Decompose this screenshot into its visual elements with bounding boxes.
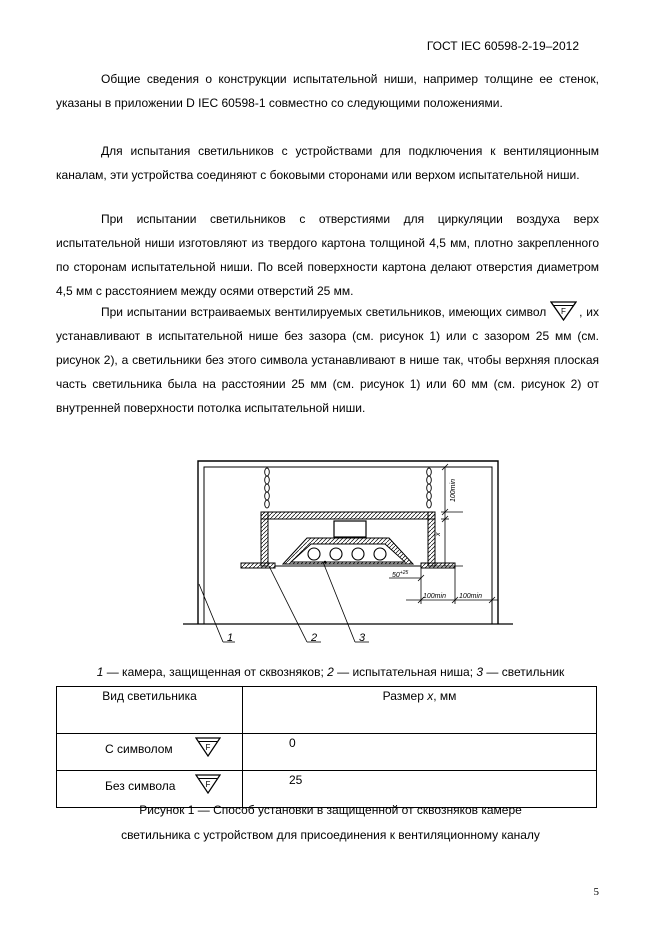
table-row [57, 734, 597, 771]
legend-number-3: 3 [476, 665, 484, 679]
legend-text-3: — светильник [483, 665, 565, 679]
paragraph-2: Для испытания светильников с устройствами для подключения к вентиляционным каналам, эти устройства соединяют с боковыми сторонами или верхом испытательной ниши. [56, 144, 599, 182]
table-row-label: С символом [105, 742, 173, 756]
suspension-chain-left [265, 468, 270, 508]
f-symbol-letter: F [205, 780, 211, 789]
page-number: 5 [593, 886, 599, 898]
table-row [57, 771, 597, 808]
luminaire [283, 521, 413, 564]
figure-caption-line-2: светильника с устройством для присоединения к вентиляционному каналу [121, 828, 540, 842]
dimension-offset-tolerance: +25 [399, 570, 409, 576]
dimension-horizontal-1: 100min [423, 593, 446, 600]
paragraph-4-end: , их устанавливают в испытательной нише без зазора (см. рисунок 1) или с зазором 25 мм (см. рисунок 2), а светильники без этого символа устанавливают в нише так, чтобы верхняя плоская часть светильника была на расстоянии 25 мм (см. рисунок 1) или 60 мм (см. рисунок 2) от внутренней поверхности потолка испытательной ниши. [56, 305, 599, 415]
f-symbol-letter: F [561, 307, 567, 316]
figure-legend [0, 665, 661, 679]
f-symbol-letter: F [205, 743, 211, 752]
legend-number-2: 2 [327, 665, 334, 679]
table-header-size-prefix: Размер [382, 689, 428, 703]
paragraph-1: Общие сведения о конструкции испытательной ниши, например толщине ее стенок, указаны в приложении D IEC 60598-1 совместно со следующими положениями. [56, 72, 599, 110]
figure-1-diagram [183, 454, 513, 659]
table-header-size-suffix: , мм [433, 689, 457, 703]
paragraph-4-start: При испытании встраиваемых вентилируемых светильников, имеющих символ [101, 305, 547, 319]
f-symbol-icon [195, 773, 221, 795]
f-symbol-icon [195, 736, 221, 758]
dimension-table [56, 686, 597, 808]
legend-text-2: — испытательная ниша; [333, 665, 477, 679]
dimension-horizontal-2: 100min [459, 593, 482, 600]
legend-number-1: 1 [96, 665, 104, 679]
callout-3: 3 [359, 632, 366, 644]
vertical-dimensions [435, 464, 463, 566]
legend-text-1: — камера, защищенная от сквозняков; [103, 665, 328, 679]
table-row-label: Без символа [105, 779, 176, 793]
callout-1: 1 [227, 632, 234, 644]
dimension-offset-value: 50 [392, 572, 400, 579]
dimension-vertical-top: 100min [450, 479, 457, 502]
table-row-value: 25 [243, 771, 597, 808]
callout-2: 2 [311, 632, 318, 644]
paragraph-3: При испытании светильников с отверстиями для циркуляции воздуха верх испытательной ниши изготовляют из твердого картона толщиной 4,5 мм, плотно закрепленного по сторонам испытательной ниши. По всей поверхности картона делают отверстия диаметром 4,5 мм с расстоянием между осями отверстий 25 мм. [56, 212, 599, 298]
table-header-type: Вид светильника [57, 687, 243, 734]
document-header: ГОСТ IEC 60598-2-19–2012 [426, 39, 579, 53]
suspension-chain-right [427, 468, 432, 508]
table-row-value: 0 [243, 734, 597, 771]
table-header-size-var: x [427, 689, 434, 703]
callout-leaders [199, 562, 369, 642]
table-header-row [57, 687, 597, 734]
f-symbol-icon [550, 300, 577, 322]
table-header-size [243, 687, 597, 734]
paragraph-4 [56, 300, 599, 420]
dimension-x: x [435, 532, 442, 536]
figure-caption-line-1: Рисунок 1 — Способ установки в защищенной от сквозняков камере [139, 803, 522, 817]
